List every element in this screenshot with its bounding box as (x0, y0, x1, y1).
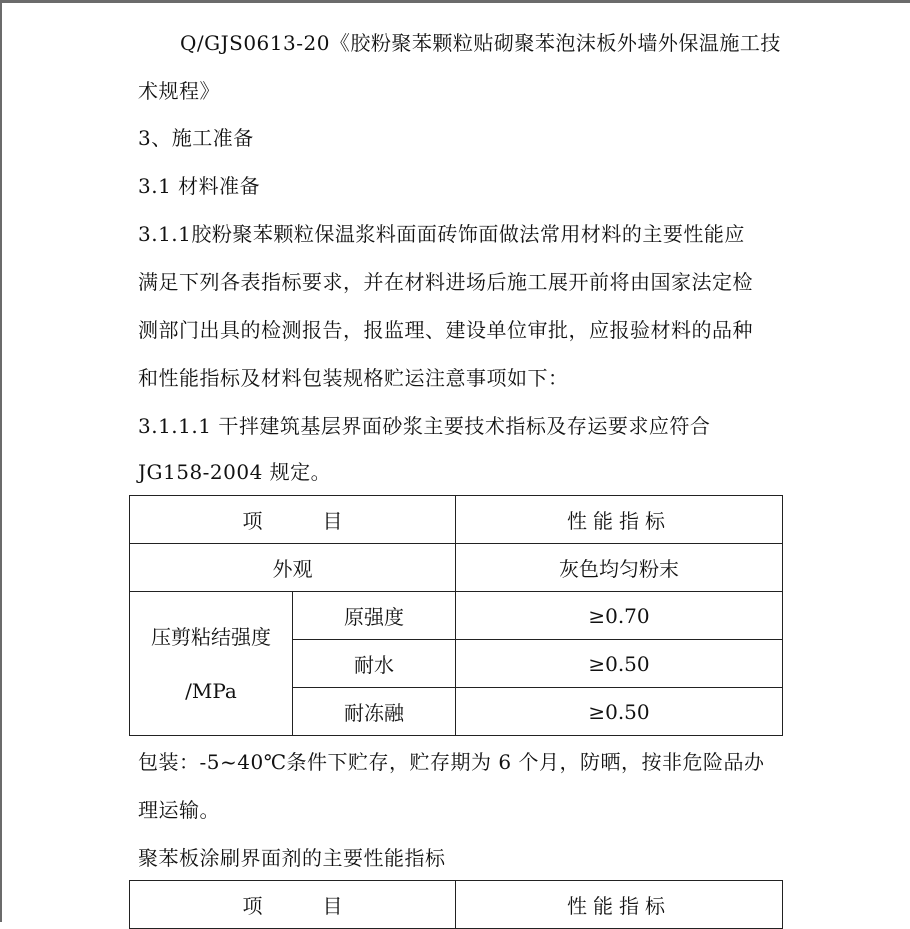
paragraph-3-1-1-1-line2: JG158-2004 规定。 (138, 460, 332, 484)
paragraph-3-1-1-line1: 3.1.1胶粉聚苯颗粒保温浆料面面砖饰面做法常用材料的主要性能应 (138, 222, 745, 246)
header-performance-cell: 性能指标 (456, 496, 783, 544)
appearance-label-cell: 外观 (130, 544, 456, 592)
header-item-cell: 项 目 (130, 881, 456, 929)
appearance-value-cell: 灰色均匀粉末 (456, 544, 783, 592)
value-cell: ≥0.50 (456, 688, 783, 736)
interface-mortar-spec-table (129, 495, 783, 736)
section-heading-3: 3、施工准备 (138, 126, 254, 150)
table-row (130, 592, 783, 640)
window-top-border (0, 0, 910, 3)
paragraph-3-1-1-line4: 和性能指标及材料包装规格贮运注意事项如下： (138, 366, 569, 390)
table-header-row (130, 881, 783, 929)
sub-item-cell: 耐冻融 (293, 688, 456, 736)
table2-title: 聚苯板涂刷界面剂的主要性能指标 (138, 846, 446, 870)
paragraph-3-1-1-line2: 满足下列各表指标要求，并在材料进场后施工展开前将由国家法定检 (138, 270, 753, 294)
paragraph-standard-title: Q/GJS0613-20《胶粉聚苯颗粒贴砌聚苯泡沫板外墙外保温施工技 (180, 31, 781, 55)
header-item-cell: 项 目 (130, 496, 456, 544)
paragraph-3-1-1-line3: 测部门出具的检测报告，报监理、建设单位审批，应报验材料的品种 (138, 318, 753, 342)
sub-item-cell: 耐水 (293, 640, 456, 688)
window-left-border (0, 0, 2, 922)
table-header-row (130, 496, 783, 544)
packaging-note-line1: 包装：-5~40℃条件下贮存，贮存期为 6 个月，防晒，按非危险品办 (138, 750, 765, 774)
paragraph-standard-title-cont: 术规程》 (138, 79, 220, 103)
paragraph-3-1-1-1-line1: 3.1.1.1 干拌建筑基层界面砂浆主要技术指标及存运要求应符合 (138, 414, 711, 438)
value-cell: ≥0.50 (456, 640, 783, 688)
packaging-note-line2: 理运输。 (138, 798, 220, 822)
sub-item-cell: 原强度 (293, 592, 456, 640)
bond-strength-label: 压剪粘结强度 (151, 624, 271, 649)
section-heading-3-1: 3.1 材料准备 (138, 174, 261, 198)
table-row (130, 544, 783, 592)
header-performance-cell: 性能指标 (456, 881, 783, 929)
value-cell: ≥0.70 (456, 592, 783, 640)
bond-strength-unit: /MPa (185, 678, 237, 703)
bond-strength-label-cell (130, 592, 293, 736)
